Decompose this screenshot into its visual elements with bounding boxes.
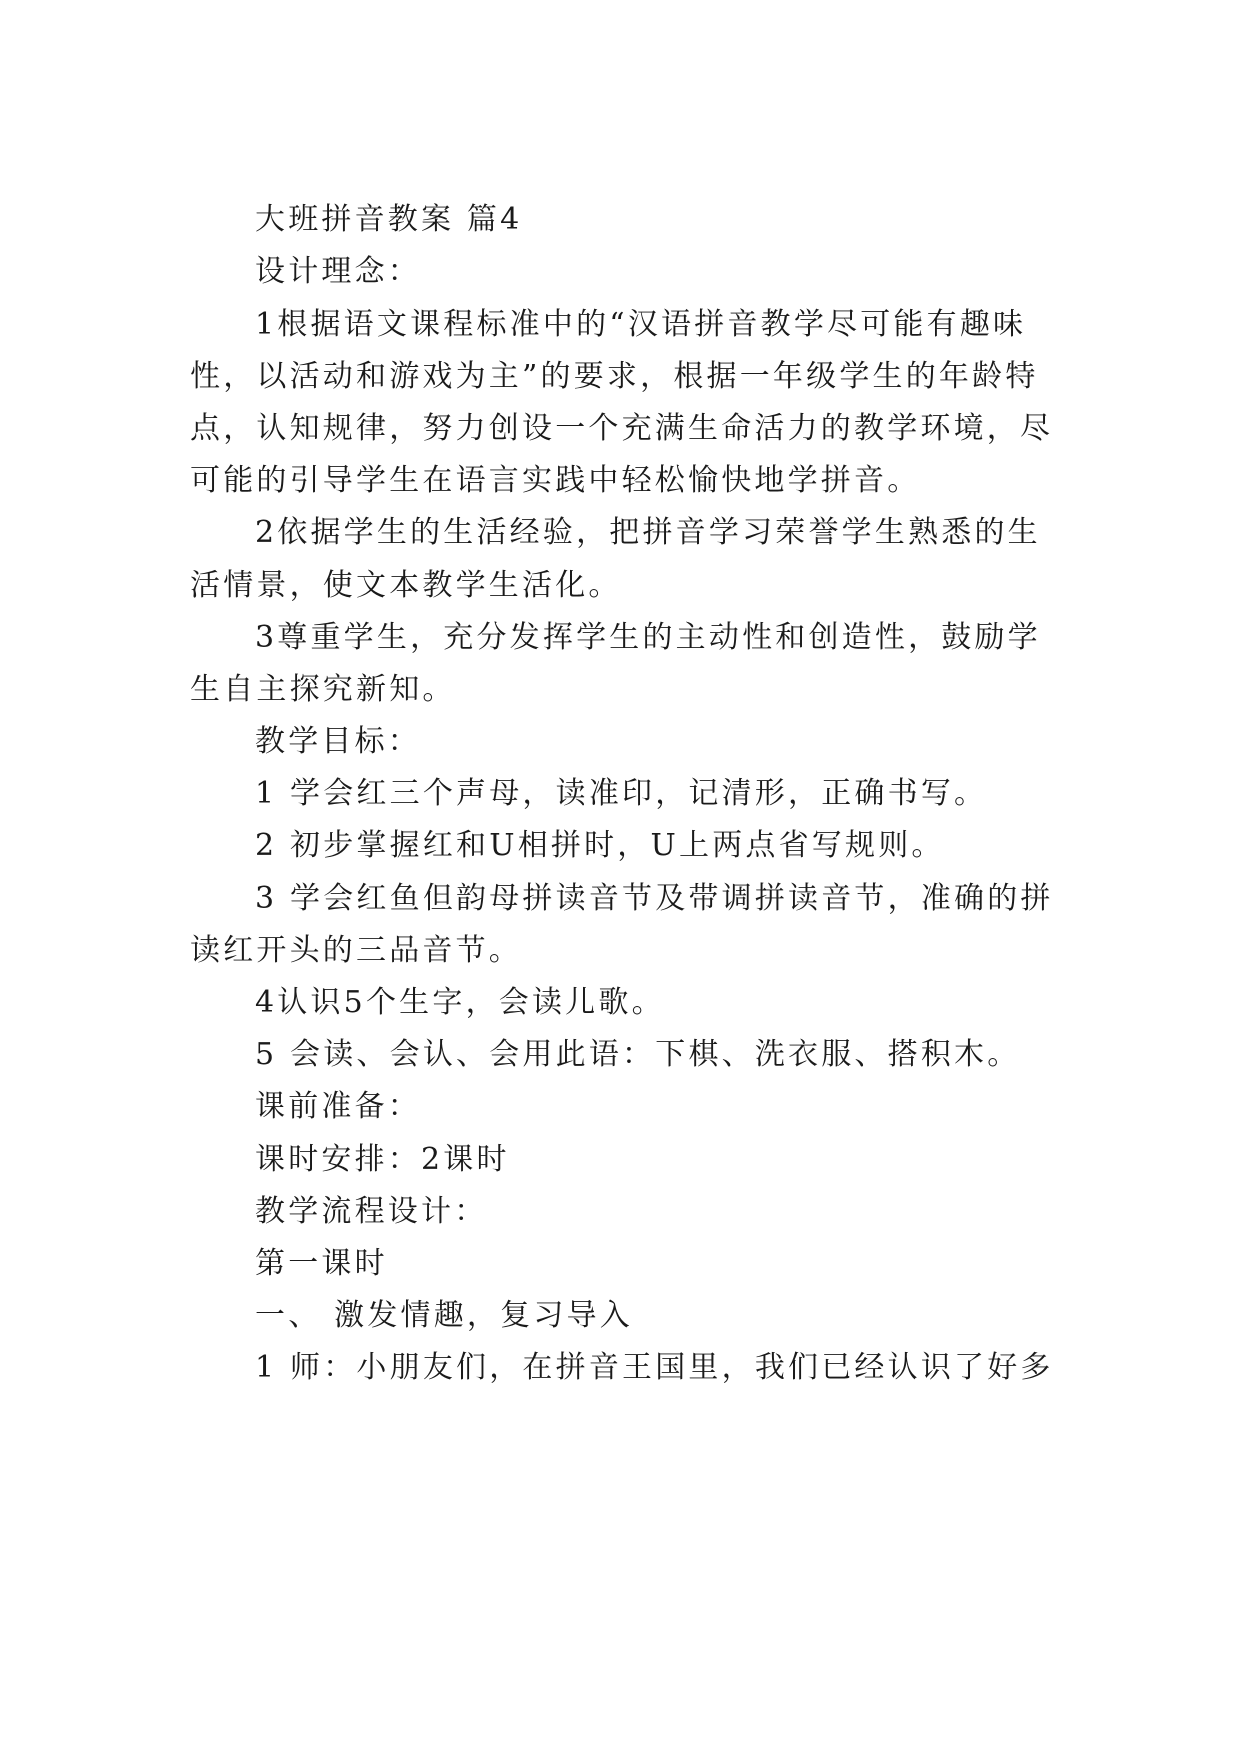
paragraph-line: 1 学会红三个声母，读准印，记清形，正确书写。 xyxy=(255,776,988,811)
section-heading-design-concept: 设计理念： xyxy=(255,254,421,289)
paragraph-line: 活情景，使文本教学生活化。 xyxy=(190,568,622,603)
paragraph-line: 读红开头的三品音节。 xyxy=(190,933,522,968)
paragraph-line: 3 学会红鱼但韵母拼读音节及带调拼读音节，准确的拼 xyxy=(255,881,1054,916)
section-heading-process: 教学流程设计： xyxy=(255,1194,488,1229)
document-title: 大班拼音教案 篇4 xyxy=(255,202,523,237)
paragraph-line: 1 师：小朋友们，在拼音王国里，我们已经认识了好多 xyxy=(255,1350,1054,1385)
paragraph-line: 1根据语文课程标准中的“汉语拼音教学尽可能有趣味 xyxy=(255,307,1027,342)
paragraph-line: 5 会读、会认、会用此语：下棋、洗衣服、搭积木。 xyxy=(255,1037,1021,1072)
paragraph-line: 4认识5个生字，会读儿歌。 xyxy=(255,985,665,1020)
paragraph-line: 2依据学生的生活经验，把拼音学习荣誉学生熟悉的生 xyxy=(255,515,1041,550)
paragraph-line: 2 初步掌握红和U相拼时，U上两点省写规则。 xyxy=(255,828,945,863)
paragraph-line: 可能的引导学生在语言实践中轻松愉快地学拼音。 xyxy=(190,463,921,498)
section-heading-intro: 一、 激发情趣，复习导入 xyxy=(255,1298,633,1333)
section-heading-schedule: 课时安排：2课时 xyxy=(255,1142,510,1177)
section-heading-preparation: 课前准备： xyxy=(255,1089,421,1124)
section-heading-first-lesson: 第一课时 xyxy=(255,1246,388,1281)
paragraph-line: 3尊重学生，充分发挥学生的主动性和创造性，鼓励学 xyxy=(255,620,1041,655)
paragraph-line: 性，以活动和游戏为主”的要求，根据一年级学生的年龄特 xyxy=(190,359,1039,394)
section-heading-teaching-goals: 教学目标： xyxy=(255,724,421,759)
paragraph-line: 点，认知规律，努力创设一个充满生命活力的教学环境，尽 xyxy=(190,411,1054,446)
paragraph-line: 生自主探究新知。 xyxy=(190,672,456,707)
